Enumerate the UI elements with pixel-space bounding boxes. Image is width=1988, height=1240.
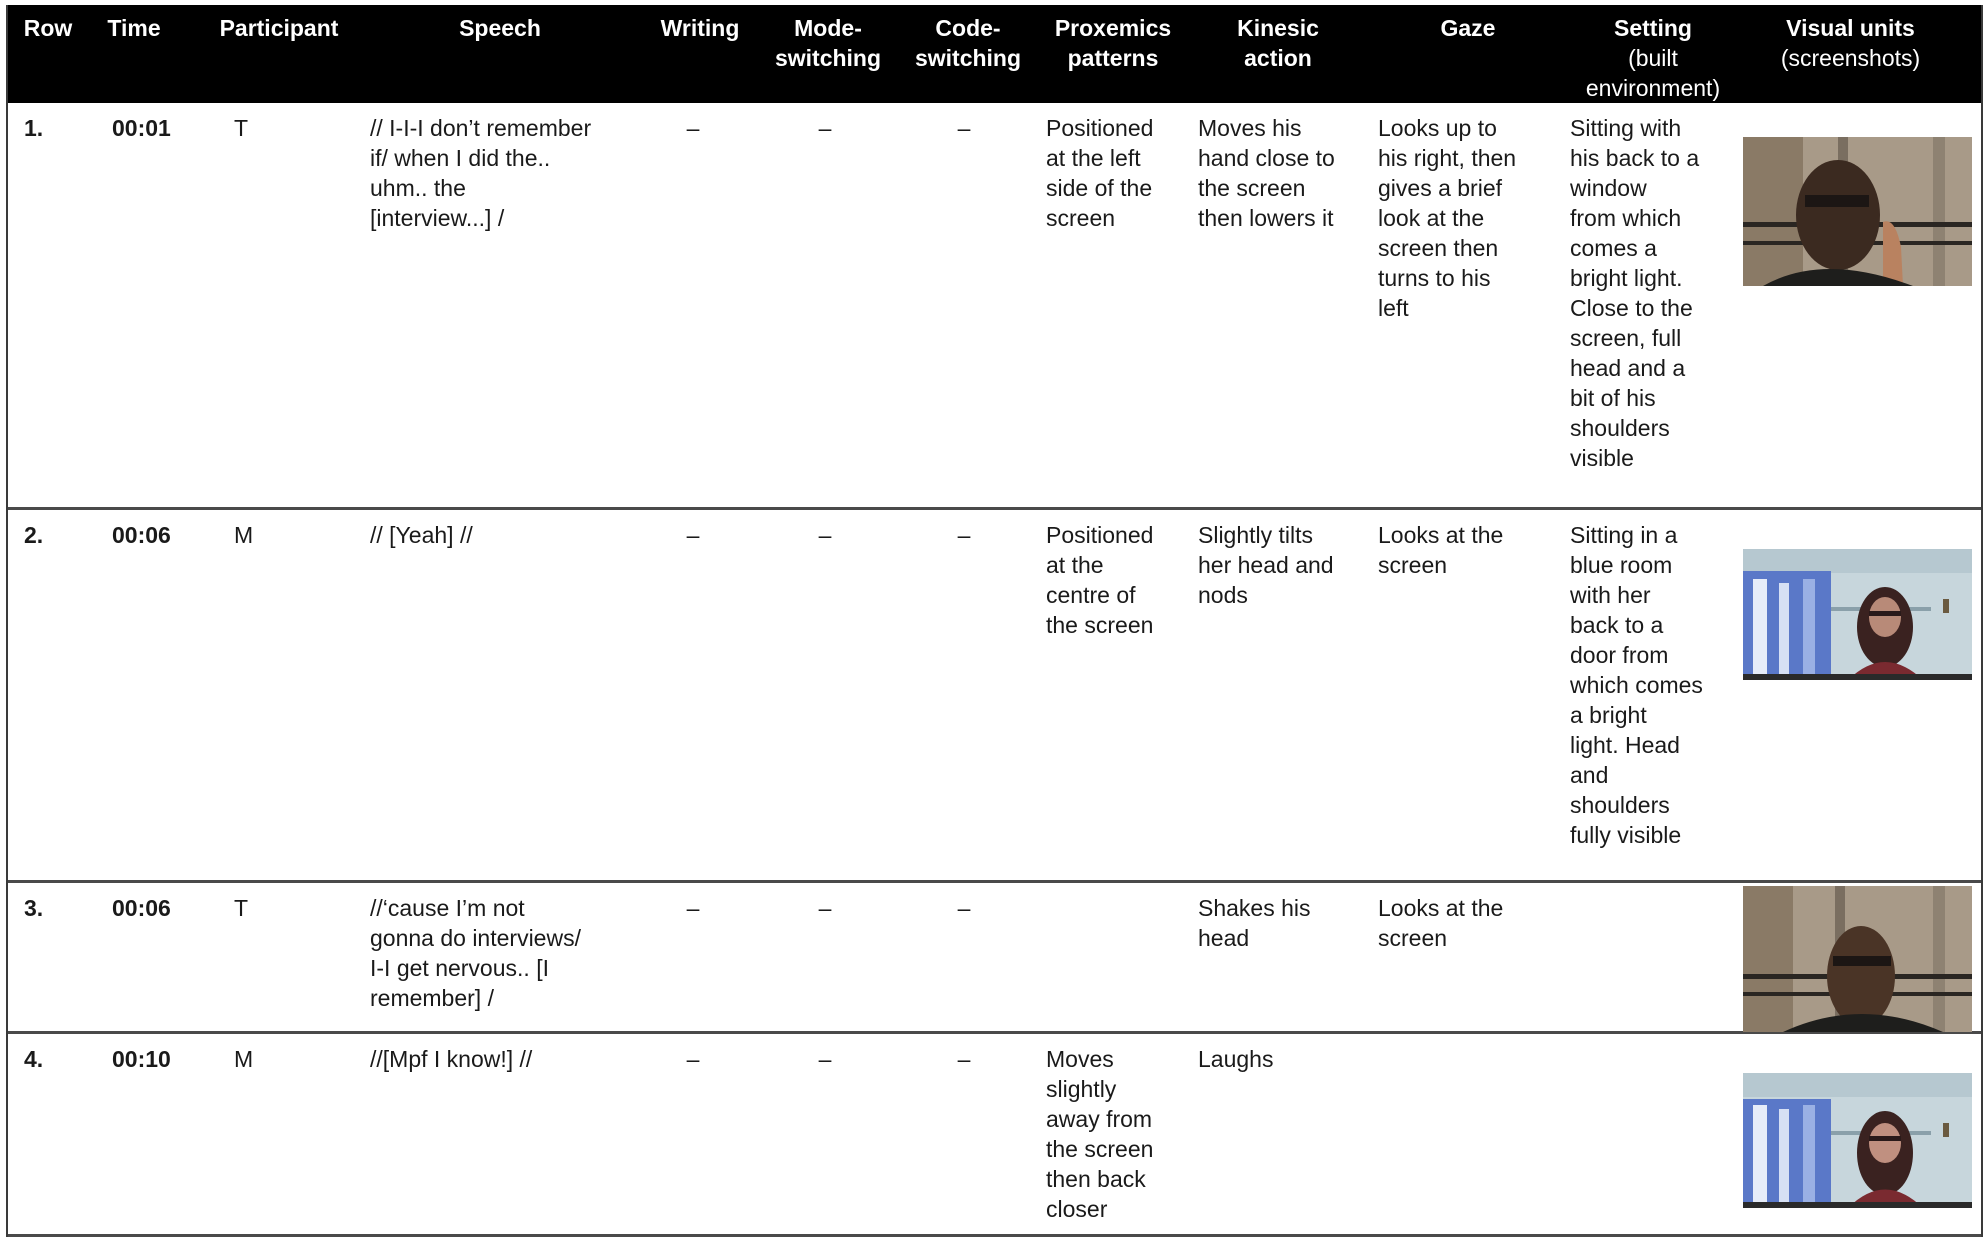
header-setting: Setting (built environment) — [1585, 15, 1721, 101]
writing-cell: – — [686, 1046, 700, 1072]
row-number: 1. — [24, 115, 44, 141]
time-cell: 00:06 — [112, 895, 171, 921]
code-switching-cell: – — [957, 115, 971, 141]
header-time: Time — [107, 15, 161, 41]
participant-cell: T — [234, 895, 249, 921]
mode-switching-cell: – — [818, 522, 832, 548]
participant-cell: M — [234, 1046, 254, 1072]
speech-cell: //‘cause I’m not gonna do interviews/ I-I get nervous.. [I remember] / — [370, 895, 581, 1011]
speech-cell: //[Mpf I know!] // — [370, 1046, 533, 1072]
writing-cell: – — [686, 895, 700, 921]
participant-cell: M — [234, 522, 254, 548]
time-cell: 00:10 — [112, 1046, 171, 1072]
mode-switching-cell: – — [818, 1046, 832, 1072]
proxemics-cell: Positioned at the left side of the screen — [1046, 115, 1154, 231]
setting-cell: Sitting in a blue room with her back to a door from which comes a bright light. Head and shoulders fully visible — [1570, 522, 1703, 848]
header-gaze: Gaze — [1440, 15, 1496, 41]
kinesic-cell: Laughs — [1198, 1046, 1274, 1072]
setting-cell: Sitting with his back to a window from which comes a bright light. Close to the screen, full head and a bit of his shoulders visible — [1570, 115, 1700, 471]
screenshot-woman-blue-room — [1743, 1073, 1972, 1208]
header-mode-switching: Mode- switching — [774, 15, 882, 71]
multimodal-transcription-table — [6, 5, 1983, 1237]
gaze-cell: Looks at the screen — [1378, 895, 1504, 951]
participant-cell: T — [234, 115, 249, 141]
table-header — [8, 5, 1981, 103]
screenshot-man-at-window — [1743, 137, 1972, 286]
code-switching-cell: – — [957, 1046, 971, 1072]
table-row — [8, 510, 1981, 883]
table-row — [8, 883, 1981, 1034]
speech-cell: // [Yeah] // — [370, 522, 473, 548]
writing-cell: – — [686, 115, 700, 141]
code-switching-cell: – — [957, 895, 971, 921]
code-switching-cell: – — [957, 522, 971, 548]
header-participant: Participant — [219, 15, 339, 41]
row-number: 3. — [24, 895, 44, 921]
proxemics-cell: Moves slightly away from the screen then back closer — [1046, 1046, 1154, 1222]
gaze-cell: Looks up to his right, then gives a brief look at the screen then turns to his left — [1378, 115, 1517, 321]
header-writing: Writing — [660, 15, 740, 41]
kinesic-cell: Moves his hand close to the screen then lowers it — [1198, 115, 1335, 231]
time-cell: 00:06 — [112, 522, 171, 548]
header-visual-units: Visual units (screenshots) — [1780, 15, 1921, 71]
kinesic-cell: Shakes his head — [1198, 895, 1311, 951]
table-row — [8, 103, 1981, 510]
table-row — [8, 1034, 1981, 1237]
row-number: 4. — [24, 1046, 44, 1072]
speech-cell: // I-I-I don’t remember if/ when I did the.. uhm.. the [interview...] / — [370, 115, 592, 231]
header-proxemics-patterns: Proxemics patterns — [1054, 15, 1172, 71]
proxemics-cell: Positioned at the centre of the screen — [1046, 522, 1154, 638]
header-code-switching: Code- switching — [914, 15, 1022, 71]
writing-cell: – — [686, 522, 700, 548]
kinesic-cell: Slightly tilts her head and nods — [1198, 522, 1334, 608]
mode-switching-cell: – — [818, 115, 832, 141]
row-number: 2. — [24, 522, 44, 548]
screenshot-woman-blue-room — [1743, 549, 1972, 680]
gaze-cell: Looks at the screen — [1378, 522, 1504, 578]
time-cell: 00:01 — [112, 115, 171, 141]
header-speech: Speech — [459, 15, 541, 41]
header-row: Row — [23, 15, 73, 41]
mode-switching-cell: – — [818, 895, 832, 921]
screenshot-man-at-window — [1743, 886, 1972, 1032]
header-kinesic-action: Kinesic action — [1237, 15, 1319, 71]
